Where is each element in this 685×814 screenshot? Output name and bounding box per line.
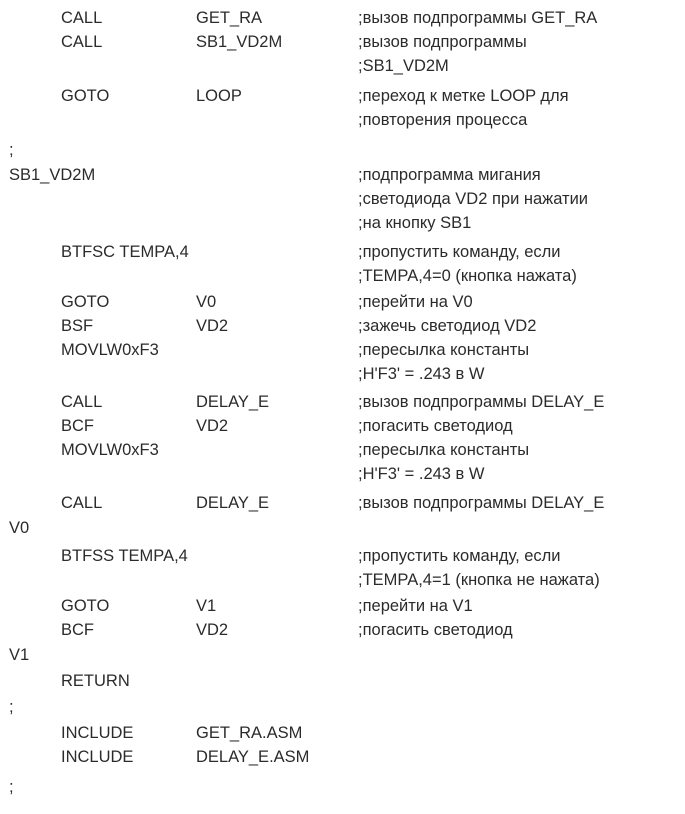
line-comment: ;вызов подпрограммы DELAY_E bbox=[358, 393, 605, 411]
code-line bbox=[0, 695, 685, 719]
code-line bbox=[0, 30, 685, 54]
line-instruction: CALL bbox=[61, 393, 103, 411]
code-line bbox=[0, 6, 685, 30]
line-comment: ;H'F3' = .243 в W bbox=[358, 465, 485, 483]
line-comment: ;светодиода VD2 при нажатии bbox=[358, 190, 589, 208]
code-line bbox=[0, 516, 685, 540]
code-line bbox=[0, 390, 685, 414]
line-instruction: GOTO bbox=[61, 597, 110, 615]
code-line bbox=[0, 438, 685, 462]
line-operand: GET_RA bbox=[196, 9, 263, 27]
line-label: ; bbox=[9, 778, 14, 796]
code-line bbox=[0, 568, 685, 592]
line-comment: ;зажечь светодиод VD2 bbox=[358, 317, 537, 335]
line-instruction: BCF bbox=[61, 621, 94, 639]
line-instruction: CALL bbox=[61, 33, 103, 51]
line-instruction: BCF bbox=[61, 417, 94, 435]
code-line bbox=[0, 362, 685, 386]
code-line bbox=[0, 108, 685, 132]
code-line bbox=[0, 240, 685, 264]
code-line bbox=[0, 84, 685, 108]
line-instruction: INCLUDE bbox=[61, 748, 134, 766]
line-comment: ;SB1_VD2M bbox=[358, 57, 449, 75]
line-comment: ;TEMPA,4=0 (кнопка нажата) bbox=[358, 267, 577, 285]
line-instruction: BTFSC TEMPA,4 bbox=[61, 243, 189, 261]
line-instruction: GOTO bbox=[61, 87, 110, 105]
code-line bbox=[0, 211, 685, 235]
code-line bbox=[0, 643, 685, 667]
code-line bbox=[0, 462, 685, 486]
line-instruction: INCLUDE bbox=[61, 724, 134, 742]
line-operand: V0 bbox=[196, 293, 217, 311]
line-comment: ;вызов подпрограммы bbox=[358, 33, 527, 51]
line-instruction: GOTO bbox=[61, 293, 110, 311]
code-line bbox=[0, 314, 685, 338]
line-instruction: CALL bbox=[61, 9, 103, 27]
line-comment: ;повторения процесса bbox=[358, 111, 528, 129]
code-line bbox=[0, 491, 685, 515]
line-label: ; bbox=[9, 698, 14, 716]
line-comment: ;пересылка константы bbox=[358, 341, 530, 359]
code-line bbox=[0, 54, 685, 78]
line-comment: ;пропустить команду, если bbox=[358, 547, 561, 565]
line-instruction: BSF bbox=[61, 317, 94, 335]
line-instruction: MOVLW0xF3 bbox=[61, 341, 159, 359]
line-operand: SB1_VD2M bbox=[196, 33, 283, 51]
line-operand: DELAY_E bbox=[196, 393, 270, 411]
line-comment: ;перейти на V1 bbox=[358, 597, 473, 615]
code-line bbox=[0, 594, 685, 618]
code-line bbox=[0, 775, 685, 799]
line-label: V1 bbox=[9, 646, 30, 664]
code-line bbox=[0, 669, 685, 693]
line-instruction: CALL bbox=[61, 494, 103, 512]
line-comment: ;перейти на V0 bbox=[358, 293, 473, 311]
line-comment: ;на кнопку SB1 bbox=[358, 214, 472, 232]
line-comment: ;пересылка константы bbox=[358, 441, 530, 459]
line-comment: ;подпрограмма мигания bbox=[358, 166, 541, 184]
line-instruction: MOVLW0xF3 bbox=[61, 441, 159, 459]
line-operand: VD2 bbox=[196, 417, 229, 435]
line-operand: DELAY_E bbox=[196, 494, 270, 512]
line-comment: ;вызов подпрограммы GET_RA bbox=[358, 9, 598, 27]
line-operand: GET_RA.ASM bbox=[196, 724, 303, 742]
line-operand: VD2 bbox=[196, 621, 229, 639]
line-comment: ;TEMPA,4=1 (кнопка не нажата) bbox=[358, 571, 600, 589]
line-comment: ;погасить светодиод bbox=[358, 417, 513, 435]
line-operand: VD2 bbox=[196, 317, 229, 335]
line-label: SB1_VD2M bbox=[9, 166, 96, 184]
line-operand: DELAY_E.ASM bbox=[196, 748, 310, 766]
code-line bbox=[0, 544, 685, 568]
code-line bbox=[0, 290, 685, 314]
code-line bbox=[0, 414, 685, 438]
line-comment: ;погасить светодиод bbox=[358, 621, 513, 639]
code-line bbox=[0, 163, 685, 187]
code-line bbox=[0, 338, 685, 362]
code-line bbox=[0, 721, 685, 745]
line-instruction: RETURN bbox=[61, 672, 130, 690]
code-line bbox=[0, 187, 685, 211]
code-line bbox=[0, 618, 685, 642]
line-operand: LOOP bbox=[196, 87, 242, 105]
line-operand: V1 bbox=[196, 597, 217, 615]
code-line bbox=[0, 745, 685, 769]
line-comment: ;пропустить команду, если bbox=[358, 243, 561, 261]
line-comment: ;переход к метке LOOP для bbox=[358, 87, 569, 105]
code-line bbox=[0, 138, 685, 162]
line-label: ; bbox=[9, 141, 14, 159]
line-comment: ;H'F3' = .243 в W bbox=[358, 365, 485, 383]
line-label: V0 bbox=[9, 519, 30, 537]
line-comment: ;вызов подпрограммы DELAY_E bbox=[358, 494, 605, 512]
code-line bbox=[0, 264, 685, 288]
line-instruction: BTFSS TEMPA,4 bbox=[61, 547, 188, 565]
